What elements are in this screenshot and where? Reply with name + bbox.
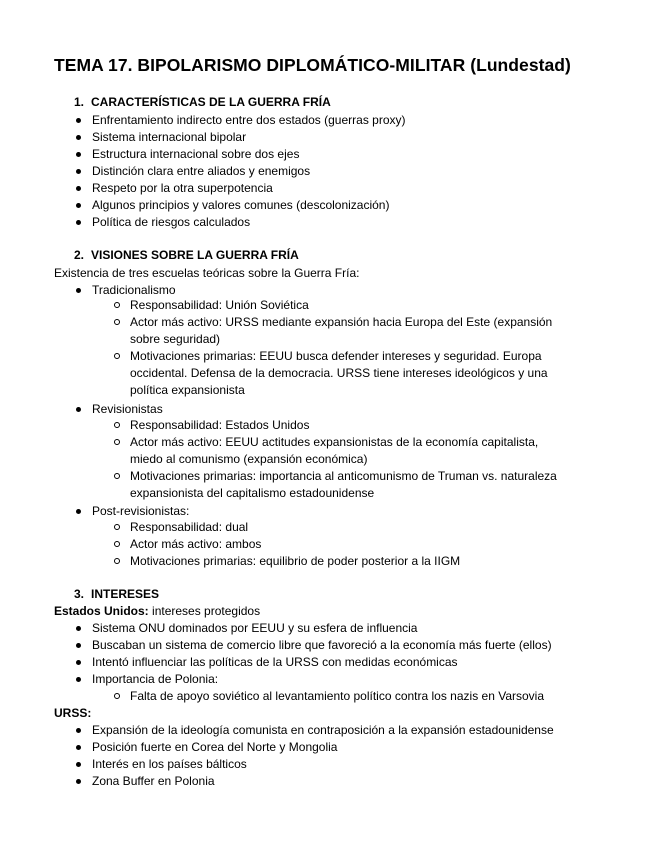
- section-1-title: CARACTERÍSTICAS DE LA GUERRA FRÍA: [91, 95, 331, 109]
- bullet-dot: [76, 643, 81, 648]
- bullet-dot: [76, 288, 81, 293]
- section-3-heading: [74, 587, 159, 601]
- sub-item: Responsabilidad: Estados Unidos: [130, 418, 310, 432]
- list-item: Algunos principios y valores comunes (descolonización): [92, 198, 390, 212]
- bullet-dot: [76, 660, 81, 665]
- sub-bullet-circle: [114, 353, 120, 359]
- list-item: Sistema internacional bipolar: [92, 130, 247, 144]
- bullet-dot: [76, 135, 81, 140]
- sub-bullet-circle: [114, 524, 120, 530]
- usa-subtitle: intereses protegidos: [148, 604, 261, 618]
- section-2-intro: Existencia de tres escuelas teóricas sobre la Guerra Fría:: [54, 266, 360, 280]
- list-item: Enfrentamiento indirecto entre dos estados (guerras proxy): [92, 113, 406, 127]
- school-name: Revisionistas: [92, 402, 163, 416]
- sub-item-continued: expansionista del capitalismo estadounidense: [130, 486, 375, 500]
- bullet-dot: [76, 626, 81, 631]
- list-item: Interés en los países bálticos: [92, 757, 247, 771]
- bullet-dot: [76, 677, 81, 682]
- sub-bullet-circle: [114, 473, 120, 479]
- urss-heading: [54, 705, 91, 721]
- school-name: Post-revisionistas:: [92, 504, 190, 518]
- bullet-dot: [76, 407, 81, 412]
- section-3-number: 3.: [74, 587, 85, 601]
- school-name: Tradicionalismo: [92, 283, 176, 297]
- section-1-heading: [74, 95, 331, 109]
- sub-item: Falta de apoyo soviético al levantamiento político contra los nazis en Varsovia: [130, 689, 545, 703]
- list-item: Expansión de la ideología comunista en contraposición a la expansión estadounidense: [92, 723, 554, 737]
- section-3-title: INTERESES: [91, 587, 160, 601]
- list-item: Buscaban un sistema de comercio libre que favoreció a la economía más fuerte (ellos): [92, 638, 552, 652]
- section-1-number: 1.: [74, 95, 85, 109]
- bullet-dot: [76, 762, 81, 767]
- sub-bullet-circle: [114, 319, 120, 325]
- list-item: Posición fuerte en Corea del Norte y Mongolia: [92, 740, 338, 754]
- sub-item: Motivaciones primarias: importancia al anticomunismo de Truman vs. naturaleza: [130, 469, 557, 483]
- sub-item: Motivaciones primarias: equilibrio de poder posterior a la IIGM: [130, 554, 461, 568]
- sub-item: Actor más activo: URSS mediante expansión hacia Europa del Este (expansión: [130, 315, 553, 329]
- section-2-title: VISIONES SOBRE LA GUERRA FRÍA: [91, 248, 299, 262]
- bullet-dot: [76, 152, 81, 157]
- sub-bullet-circle: [114, 439, 120, 445]
- sub-item-continued: política expansionista: [130, 383, 245, 397]
- sub-bullet-circle: [114, 422, 120, 428]
- list-item: Importancia de Polonia:: [92, 672, 219, 686]
- sub-bullet-circle: [114, 558, 120, 564]
- sub-bullet-circle: [114, 302, 120, 308]
- sub-bullet-circle: [114, 541, 120, 547]
- list-item: Sistema ONU dominados por EEUU y su esfera de influencia: [92, 621, 418, 635]
- sub-bullet-circle: [114, 693, 120, 699]
- sub-item: Actor más activo: EEUU actitudes expansionistas de la economía capitalista,: [130, 435, 539, 449]
- bullet-dot: [76, 779, 81, 784]
- urss-label: URSS:: [54, 706, 92, 720]
- list-item: Intentó influenciar las políticas de la URSS con medidas económicas: [92, 655, 458, 669]
- bullet-dot: [76, 220, 81, 225]
- bullet-dot: [76, 186, 81, 191]
- section-2-number: 2.: [74, 248, 85, 262]
- bullet-dot: [76, 728, 81, 733]
- bullet-dot: [76, 169, 81, 174]
- sub-item: Actor más activo: ambos: [130, 537, 262, 551]
- document-title: TEMA 17. BIPOLARISMO DIPLOMÁTICO-MILITAR (Lundestad): [54, 55, 571, 75]
- usa-heading: [54, 603, 260, 619]
- sub-item-continued: sobre seguridad): [130, 332, 221, 346]
- sub-item: Responsabilidad: dual: [130, 520, 249, 534]
- sub-item-continued: occidental. Defensa de la democracia. URSS tiene intereses ideológicos y una: [130, 366, 548, 380]
- list-item: Respeto por la otra superpotencia: [92, 181, 273, 195]
- list-item: Zona Buffer en Polonia: [92, 774, 215, 788]
- list-item: Distinción clara entre aliados y enemigos: [92, 164, 311, 178]
- list-item: Política de riesgos calculados: [92, 215, 251, 229]
- usa-label: Estados Unidos:: [54, 604, 149, 618]
- list-item: Estructura internacional sobre dos ejes: [92, 147, 300, 161]
- sub-item: Motivaciones primarias: EEUU busca defender intereses y seguridad. Europa: [130, 349, 542, 363]
- bullet-dot: [76, 509, 81, 514]
- bullet-dot: [76, 118, 81, 123]
- bullet-dot: [76, 745, 81, 750]
- sub-item-continued: miedo al comunismo (expansión económica): [130, 452, 368, 466]
- bullet-dot: [76, 203, 81, 208]
- sub-item: Responsabilidad: Unión Soviética: [130, 298, 309, 312]
- section-2-heading: [74, 248, 299, 262]
